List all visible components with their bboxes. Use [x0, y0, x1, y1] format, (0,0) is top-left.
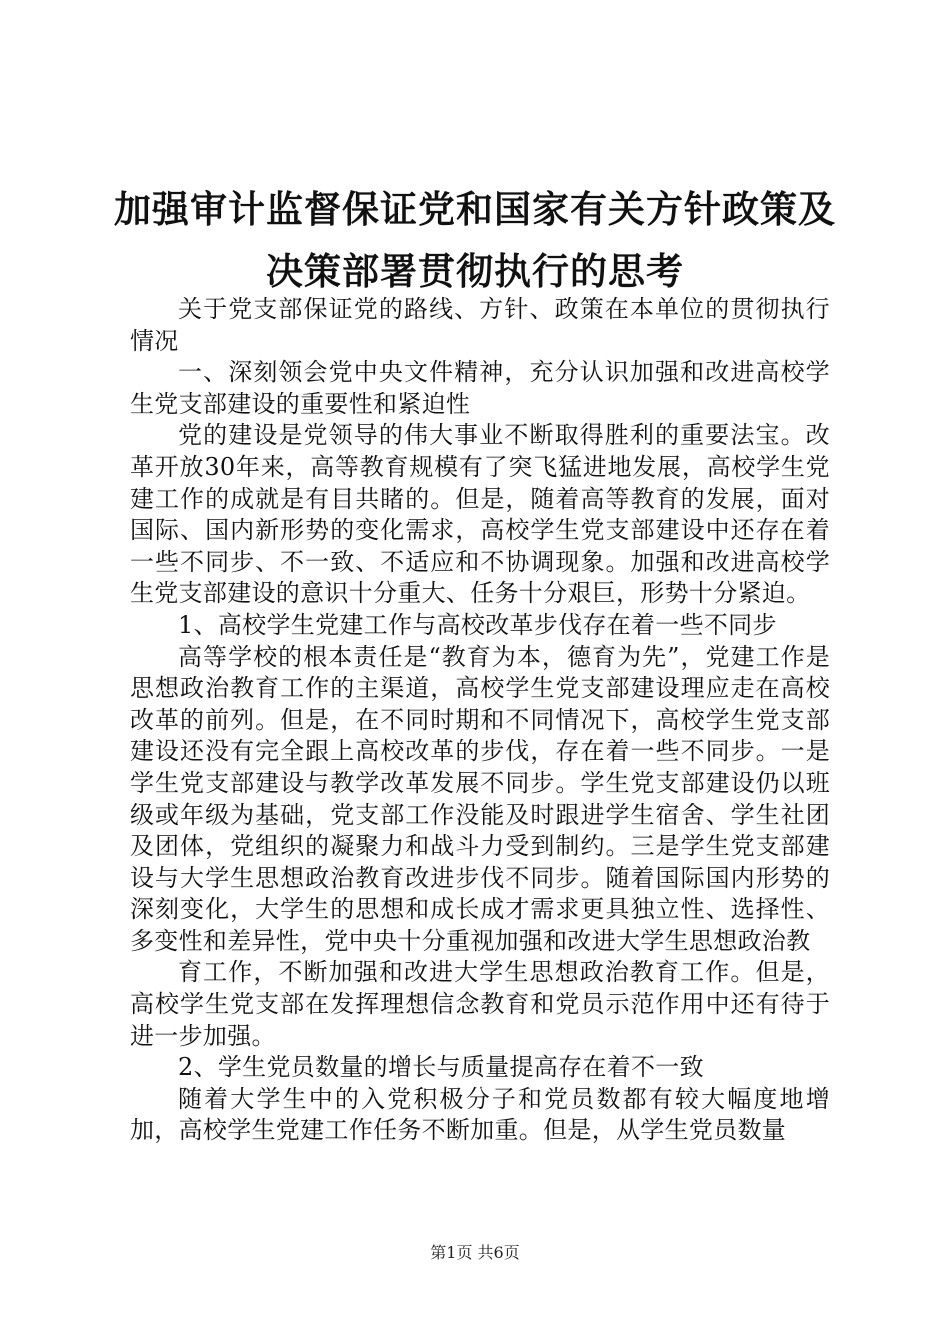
subsection-heading: 2、学生党员数量的增长与质量提高存在着不一致 — [178, 1053, 704, 1082]
subsection-heading: 1、高校学生党建工作与高校改革步伐存在着一些不同步 — [178, 610, 777, 639]
paragraph: 党的建设是党领导的伟大事业不断取得胜利的重要法宝。改革开放30年来，高等教育规模有了突飞猛进地发展，高校学生党建工作的成就是有目共睹的。但是，随着高等教育的发展，面对国际、国内新形势的变化需求，高校学生党支部建设中还存在着一些不同步、不一致、不适应和不协调现象。加强和改进高校学生党支部建设的意识十分重大、任务十分艰巨，形势十分紧迫。 — [130, 421, 830, 608]
page-footer: 第1页 共6页 — [430, 1243, 520, 1262]
section-heading: 一、深刻领会党中央文件精神，充分认识加强和改进高校学生党支部建设的重要性和紧迫性 — [130, 358, 830, 418]
paragraph: 育工作，不断加强和改进大学生思想政治教育工作。但是，高校学生党支部在发挥理想信念教育和党员示范作用中还有待于进一步加强。 — [130, 958, 830, 1050]
paragraph: 高等学校的根本责任是“教育为本，德育为先”，党建工作是思想政治教育工作的主渠道，高校学生党支部建设理应走在高校改革的前列。但是，在不同时期和不同情况下，高校学生党支部建设还没有完全跟上高校改革的步伐，存在着一些不同步。一是学生党支部建设与教学改革发展不同步。学生党支部建设仍以班级或年级为基础，党支部工作没能及时跟进学生宿舍、学生社团及团体，党组织的凝聚力和战斗力受到制约。三是学生党支部建设与大学生思想政治教育改进步伐不同步。随着国际国内形势的深刻变化，大学生的思想和成长成才需求更具独立性、选择性、多变性和差异性，党中央十分重视加强和改进大学生思想政治教 — [130, 642, 830, 955]
document-title: 加强审计监督保证党和国家有关方针政策及决策部署贯彻执行的思考 — [114, 187, 836, 293]
paragraph: 关于党支部保证党的路线、方针、政策在本单位的贯彻执行情况 — [130, 295, 830, 355]
document-body — [130, 294, 830, 1147]
paragraph: 随着大学生中的入党积极分子和党员数都有较大幅度地增加，高校学生党建工作任务不断加重。但是，从学生党员数量 — [130, 1084, 830, 1145]
